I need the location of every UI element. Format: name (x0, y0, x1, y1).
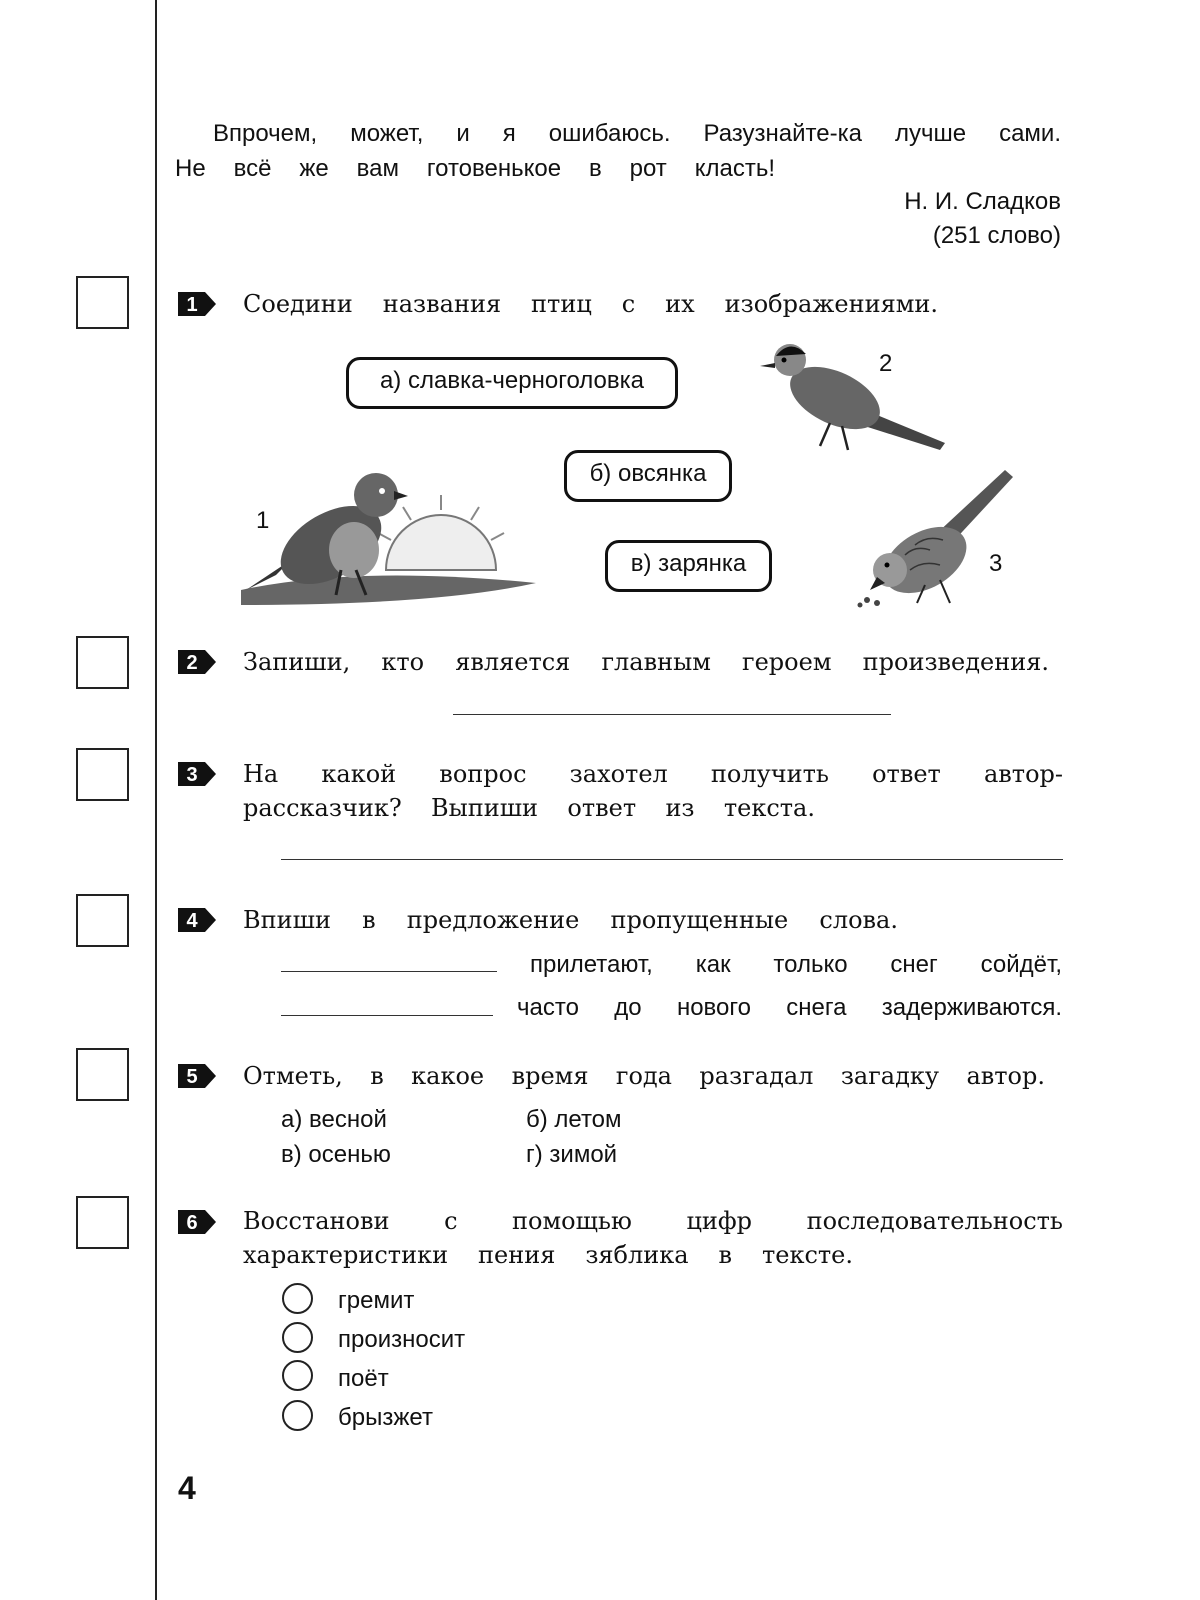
passage-author: Н. И. Сладков (904, 188, 1061, 215)
score-box-3[interactable] (76, 748, 129, 801)
task-number-5: 5 (186, 1066, 198, 1088)
task-3-text-line-1: На какой вопрос захотел получить ответ автор- (243, 760, 1063, 788)
task-number-4: 4 (186, 910, 198, 932)
task-number-6: 6 (186, 1212, 198, 1234)
task-number-badge-4 (178, 908, 218, 932)
task-5-option-c[interactable]: в) осенью (281, 1141, 391, 1168)
task-2-text: Запиши, кто является главным героем произведения. (243, 648, 1049, 676)
task-number-badge-6 (178, 1210, 218, 1234)
task-4-blank-2[interactable] (281, 1015, 493, 1016)
task-4-sentence-line-1: прилетают, как только снег сойдёт, (530, 951, 1062, 978)
task-6-text-line-2: характеристики пения зяблика в тексте. (243, 1241, 853, 1269)
bird-label-1: 1 (256, 507, 270, 534)
option-c-pill[interactable]: в) зарянка (605, 540, 772, 592)
sequence-item-3: поёт (338, 1365, 389, 1392)
task-1-text: Соедини названия птиц с их изображениями. (243, 290, 938, 318)
sequence-circle-2[interactable] (282, 1322, 313, 1353)
bird-3-bunting-image[interactable] (855, 465, 1015, 610)
bunting-icon (858, 470, 1014, 608)
task-2-answer-line[interactable] (453, 714, 891, 715)
option-a-pill[interactable]: а) славка-черноголовка (346, 357, 678, 409)
score-box-4[interactable] (76, 894, 129, 947)
task-number-2: 2 (186, 652, 198, 674)
bird-label-3: 3 (989, 550, 1003, 577)
task-5-text: Отметь, в какое время года разгадал загадку автор. (243, 1062, 1045, 1090)
task-6-text-line-1: Восстанови с помощью цифр последовательность (243, 1207, 1063, 1235)
task-number-badge-3 (178, 762, 218, 786)
task-number-badge-2 (178, 650, 218, 674)
passage-word-count: (251 слово) (932, 222, 1061, 249)
bird-2-blackcap-image[interactable] (760, 338, 950, 463)
task-number-badge-5 (178, 1064, 218, 1088)
score-box-2[interactable] (76, 636, 129, 689)
bird-label-2: 2 (879, 350, 893, 377)
sequence-circle-4[interactable] (282, 1400, 313, 1431)
task-4-text: Впиши в предложение пропущенные слова. (243, 906, 898, 934)
score-box-6[interactable] (76, 1196, 129, 1249)
bird-1-robin-image[interactable] (236, 465, 556, 610)
task-number-1: 1 (186, 294, 198, 316)
blackcap-icon (760, 344, 945, 450)
sequence-item-1: гремит (338, 1287, 415, 1314)
score-box-1[interactable] (76, 276, 129, 329)
margin-line (155, 0, 157, 1600)
task-4-blank-1[interactable] (281, 971, 497, 972)
task-4-sentence-line-2: часто до нового снега задерживаются. (517, 994, 1062, 1021)
option-b-pill[interactable]: б) овсянка (564, 450, 732, 502)
sunrise-icon (378, 495, 504, 570)
sequence-item-4: брызжет (338, 1404, 433, 1431)
task-5-option-a[interactable]: а) весной (281, 1106, 387, 1133)
sequence-circle-1[interactable] (282, 1283, 313, 1314)
sequence-circle-3[interactable] (282, 1360, 313, 1391)
task-number-badge-1 (178, 292, 218, 316)
passage-line-1: Впрочем, может, и я ошибаюсь. Разузнайте-ка лучше сами. (213, 120, 1061, 147)
task-5-option-b[interactable]: б) летом (526, 1106, 622, 1133)
task-number-3: 3 (186, 764, 198, 786)
task-3-text-line-2: рассказчик? Выпиши ответ из текста. (243, 794, 815, 822)
passage-line-2: Не всё же вам готовенькое в рот класть! (175, 155, 775, 182)
task-3-answer-line[interactable] (281, 859, 1063, 860)
score-box-5[interactable] (76, 1048, 129, 1101)
page-number: 4 (178, 1470, 196, 1506)
sequence-item-2: произносит (338, 1326, 466, 1353)
task-5-option-d[interactable]: г) зимой (526, 1141, 618, 1168)
